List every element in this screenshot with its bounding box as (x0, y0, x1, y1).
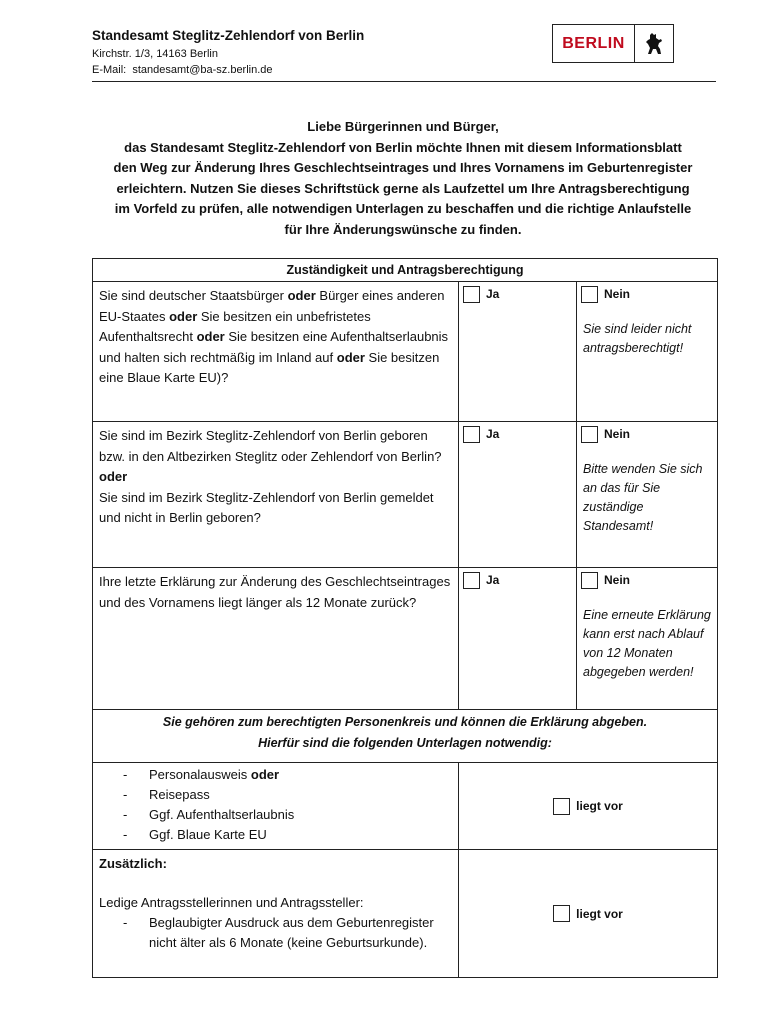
eligibility-table (92, 258, 718, 978)
liegt-vor-checkbox[interactable] (553, 798, 570, 815)
office-name: Standesamt Steglitz-Zehlendorf von Berlin (92, 28, 365, 43)
liegt-vor-cell (459, 850, 718, 978)
nein-cell (577, 422, 718, 568)
ja-checkbox[interactable] (463, 426, 480, 443)
ja-checkbox[interactable] (463, 572, 480, 589)
ja-cell (459, 282, 577, 422)
table-title: Zuständigkeit und Antragsberechtigung (93, 259, 718, 282)
nein-option[interactable]: Nein (581, 424, 713, 444)
table-row (93, 710, 718, 763)
office-email: E-Mail: standesamt@ba-sz.berlin.de (92, 64, 273, 76)
eligible-statement: Sie gehören zum berechtigten Personenkreis und können die Erklärung abgeben. Hierfür sind die folgenden Unterlagen notwendig: (93, 710, 718, 763)
table-row (93, 850, 718, 978)
ja-cell (459, 422, 577, 568)
nein-option[interactable]: Nein (581, 570, 713, 590)
liegt-vor-option[interactable]: liegt vor (553, 796, 623, 816)
required-documents (93, 763, 459, 850)
nein-option[interactable]: Nein (581, 284, 713, 304)
table-row (93, 282, 718, 422)
list-item: - Personalausweis oder (123, 765, 452, 785)
liegt-vor-checkbox[interactable] (553, 905, 570, 922)
ja-option[interactable]: Ja (463, 284, 572, 304)
berlin-bear-icon (635, 25, 673, 62)
question-citizenship: Sie sind deutscher Staatsbürger oder Bürger eines anderen EU-Staates oder Sie besitzen ein unbefristetes Aufenthaltsrecht oder Sie besitzen eine Aufenthaltserlaubnis und halten sich rechtmäßig im Inland auf oder Sie besitzen eine Blaue Karte EU)? (93, 282, 459, 422)
nein-note: Eine erneute Erklärung kann erst nach Ablauf von 12 Monaten abgegeben werden! (583, 608, 711, 679)
office-address: Kirchstr. 1/3, 14163 Berlin (92, 48, 218, 60)
nein-checkbox[interactable] (581, 426, 598, 443)
liegt-vor-option[interactable]: liegt vor (553, 904, 623, 924)
nein-checkbox[interactable] (581, 286, 598, 303)
list-item: - Reisepass (123, 785, 452, 805)
nein-note: Sie sind leider nicht antragsberechtigt! (583, 322, 692, 355)
intro-line: das Standesamt Steglitz-Zehlendorf von Berlin möchte Ihnen mit diesem Informationsblatt (124, 139, 682, 155)
nein-cell (577, 568, 718, 710)
question-last-declaration: Ihre letzte Erklärung zur Änderung des Geschlechtseintrages und des Vornamens liegt länger als 12 Monate zurück? (93, 568, 459, 710)
list-item: - Beglaubigter Ausdruck aus dem Geburtenregister nicht älter als 6 Monate (keine Geburtsurkunde). (123, 913, 452, 953)
intro-line: für Ihre Änderungswünsche zu finden. (284, 221, 522, 237)
table-row (93, 568, 718, 710)
table-row (93, 763, 718, 850)
intro-text (88, 117, 718, 240)
ja-checkbox[interactable] (463, 286, 480, 303)
table-row (93, 422, 718, 568)
additional-documents (93, 850, 459, 978)
ja-option[interactable]: Ja (463, 570, 572, 590)
berlin-logo (552, 24, 674, 63)
additional-title: Zusätzlich: (99, 856, 167, 871)
list-item: - Ggf. Blaue Karte EU (123, 825, 452, 845)
ja-cell (459, 568, 577, 710)
ja-option[interactable]: Ja (463, 424, 572, 444)
liegt-vor-cell (459, 763, 718, 850)
list-item: - Ggf. Aufenthaltserlaubnis (123, 805, 452, 825)
letterhead (92, 26, 716, 82)
additional-intro: Ledige Antragsstellerinnen und Antragssteller: (99, 894, 364, 910)
intro-line: im Vorfeld zu prüfen, alle notwendigen Unterlagen zu beschaffen und die richtige Anlaufstelle (114, 201, 692, 216)
nein-cell (577, 282, 718, 422)
intro-line: Liebe Bürgerinnen und Bürger, (307, 119, 499, 134)
intro-line: den Weg zur Änderung Ihres Geschlechtseintrages und Ihres Vornamens im Geburtenregister (113, 160, 693, 175)
logo-text: BERLIN (553, 25, 635, 62)
question-residence: Sie sind im Bezirk Steglitz-Zehlendorf von Berlin geboren bzw. in den Altbezirken Steglitz oder Zehlendorf von Berlin? oder Sie sind im Bezirk Steglitz-Zehlendorf von Berlin gemeldet und nicht in Berlin geboren? (93, 422, 459, 568)
nein-note: Bitte wenden Sie sich an das für Sie zuständige Standesamt! (583, 462, 703, 533)
nein-checkbox[interactable] (581, 572, 598, 589)
intro-line: erleichtern. Nutzen Sie dieses Schriftstück gerne als Laufzettel um Ihre Antragsberechtigung (116, 180, 690, 196)
